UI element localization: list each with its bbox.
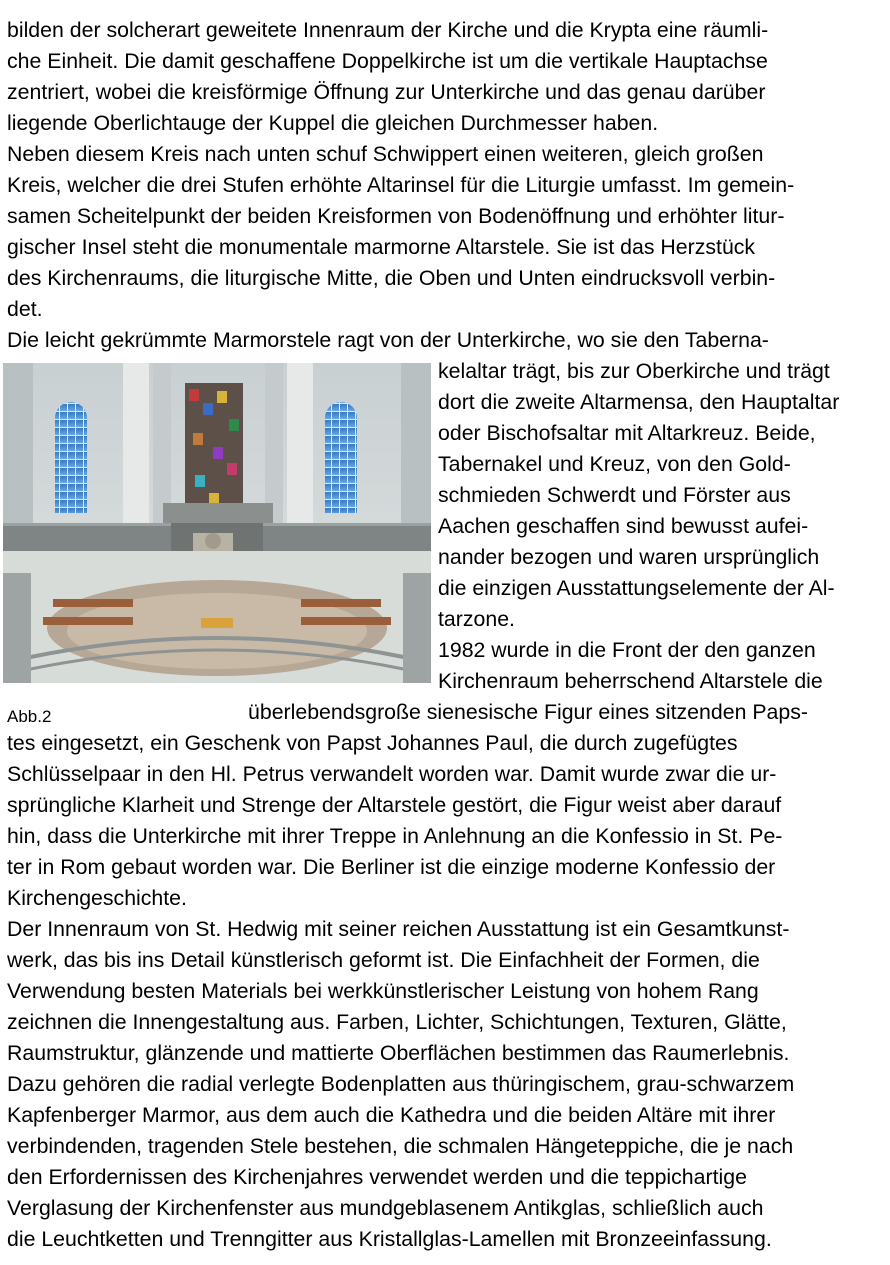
text-line: oder Bischofsaltar mit Altarkreuz. Beide, bbox=[438, 421, 816, 445]
text-line: Tabernakel und Kreuz, von den Gold- bbox=[438, 452, 791, 476]
text-line: che Einheit. Die damit geschaffene Doppelkirche ist um die vertikale Hauptachse bbox=[7, 49, 768, 73]
text-line: Raumstruktur, glänzende und mattierte Oberflächen bestimmen das Raumerlebnis. bbox=[7, 1041, 790, 1065]
text-line: Die leicht gekrümmte Marmorstele ragt von der Unterkirche, wo sie den Taberna- bbox=[7, 328, 769, 352]
text-line: zeichnen die Innengestaltung aus. Farben, Lichter, Schichtungen, Texturen, Glätte, bbox=[7, 1010, 787, 1034]
church-interior-photo bbox=[3, 363, 431, 683]
text-line: die einzigen Ausstattungselemente der Al- bbox=[438, 576, 835, 600]
text-line: liegende Oberlichtauge der Kuppel die gleichen Durchmesser haben. bbox=[7, 111, 659, 135]
text-line: nander bezogen und waren ursprünglich bbox=[438, 545, 820, 569]
text-line: Dazu gehören die radial verlegte Bodenplatten aus thüringischem, grau-schwarzem bbox=[7, 1072, 795, 1096]
text-line: 1982 wurde in die Front der den ganzen bbox=[438, 638, 816, 662]
text-line: bilden der solcherart geweitete Innenraum der Kirche und die Krypta eine räumli- bbox=[7, 18, 769, 42]
text-line: Neben diesem Kreis nach unten schuf Schwippert einen weiteren, gleich großen bbox=[7, 142, 764, 166]
text-line: Kirchenraum beherrschend Altarstele die bbox=[438, 669, 823, 693]
text-line: Kapfenberger Marmor, aus dem auch die Kathedra und die beiden Altäre mit ihrer bbox=[7, 1103, 776, 1127]
text-line: Verwendung besten Materials bei werkkünstlerischer Leistung von hohem Rang bbox=[7, 979, 759, 1003]
text-line: Schlüsselpaar in den Hl. Petrus verwandelt worden war. Damit wurde zwar die ur- bbox=[7, 762, 777, 786]
text-line: sprüngliche Klarheit und Strenge der Altarstele gestört, die Figur weist aber darauf bbox=[7, 793, 782, 817]
text-line: den Erfordernissen des Kirchenjahres verwendet werden und die teppichartige bbox=[7, 1165, 747, 1189]
text-line: Aachen geschaffen sind bewusst aufei- bbox=[438, 514, 809, 538]
text-line: hin, dass die Unterkirche mit ihrer Treppe in Anlehnung an die Konfessio in St. Pe- bbox=[7, 824, 783, 848]
text-line: die Leuchtketten und Trenngitter aus Kristallglas-Lamellen mit Bronzeeinfassung. bbox=[7, 1227, 772, 1251]
text-line: Der Innenraum von St. Hedwig mit seiner reichen Ausstattung ist ein Gesamtkunst- bbox=[7, 917, 790, 941]
text-line: werk, das bis ins Detail künstlerisch geformt ist. Die Einfachheit der Formen, die bbox=[7, 948, 760, 972]
text-line: zentriert, wobei die kreisförmige Öffnung zur Unterkirche und das genau darüber bbox=[7, 80, 766, 104]
text-line: gischer Insel steht die monumentale marmorne Altarstele. Sie ist das Herzstück bbox=[7, 235, 756, 259]
figure-caption: Abb.2 bbox=[7, 707, 52, 726]
text-line: samen Scheitelpunkt der beiden Kreisformen von Bodenöffnung und erhöhter litur- bbox=[7, 204, 785, 228]
text-line: dort die zweite Altarmensa, den Hauptaltar bbox=[438, 390, 840, 414]
text-line: des Kirchenraums, die liturgische Mitte, die Oben und Unten eindrucksvoll verbin- bbox=[7, 266, 776, 290]
text-line: tarzone. bbox=[438, 607, 515, 631]
text-line: tes eingesetzt, ein Geschenk von Papst Johannes Paul, die durch zugefügtes bbox=[7, 731, 738, 755]
text-line: kelaltar trägt, bis zur Oberkirche und trägt bbox=[438, 359, 830, 383]
text-line: Kirchengeschichte. bbox=[7, 886, 187, 910]
text-line: überlebendsgroße sienesische Figur eines sitzenden Paps- bbox=[248, 700, 808, 724]
text-line: ter in Rom gebaut worden war. Die Berliner ist die einzige moderne Konfessio der bbox=[7, 855, 776, 879]
text-line: schmieden Schwerdt und Förster aus bbox=[438, 483, 791, 507]
text-line: Verglasung der Kirchenfenster aus mundgeblasenem Antikglas, schließlich auch bbox=[7, 1196, 764, 1220]
text-line: det. bbox=[7, 297, 43, 321]
text-line: verbindenden, tragenden Stele bestehen, die schmalen Hängeteppiche, die je nach bbox=[7, 1134, 794, 1158]
text-line: Kreis, welcher die drei Stufen erhöhte Altarinsel für die Liturgie umfasst. Im gemein- bbox=[7, 173, 795, 197]
